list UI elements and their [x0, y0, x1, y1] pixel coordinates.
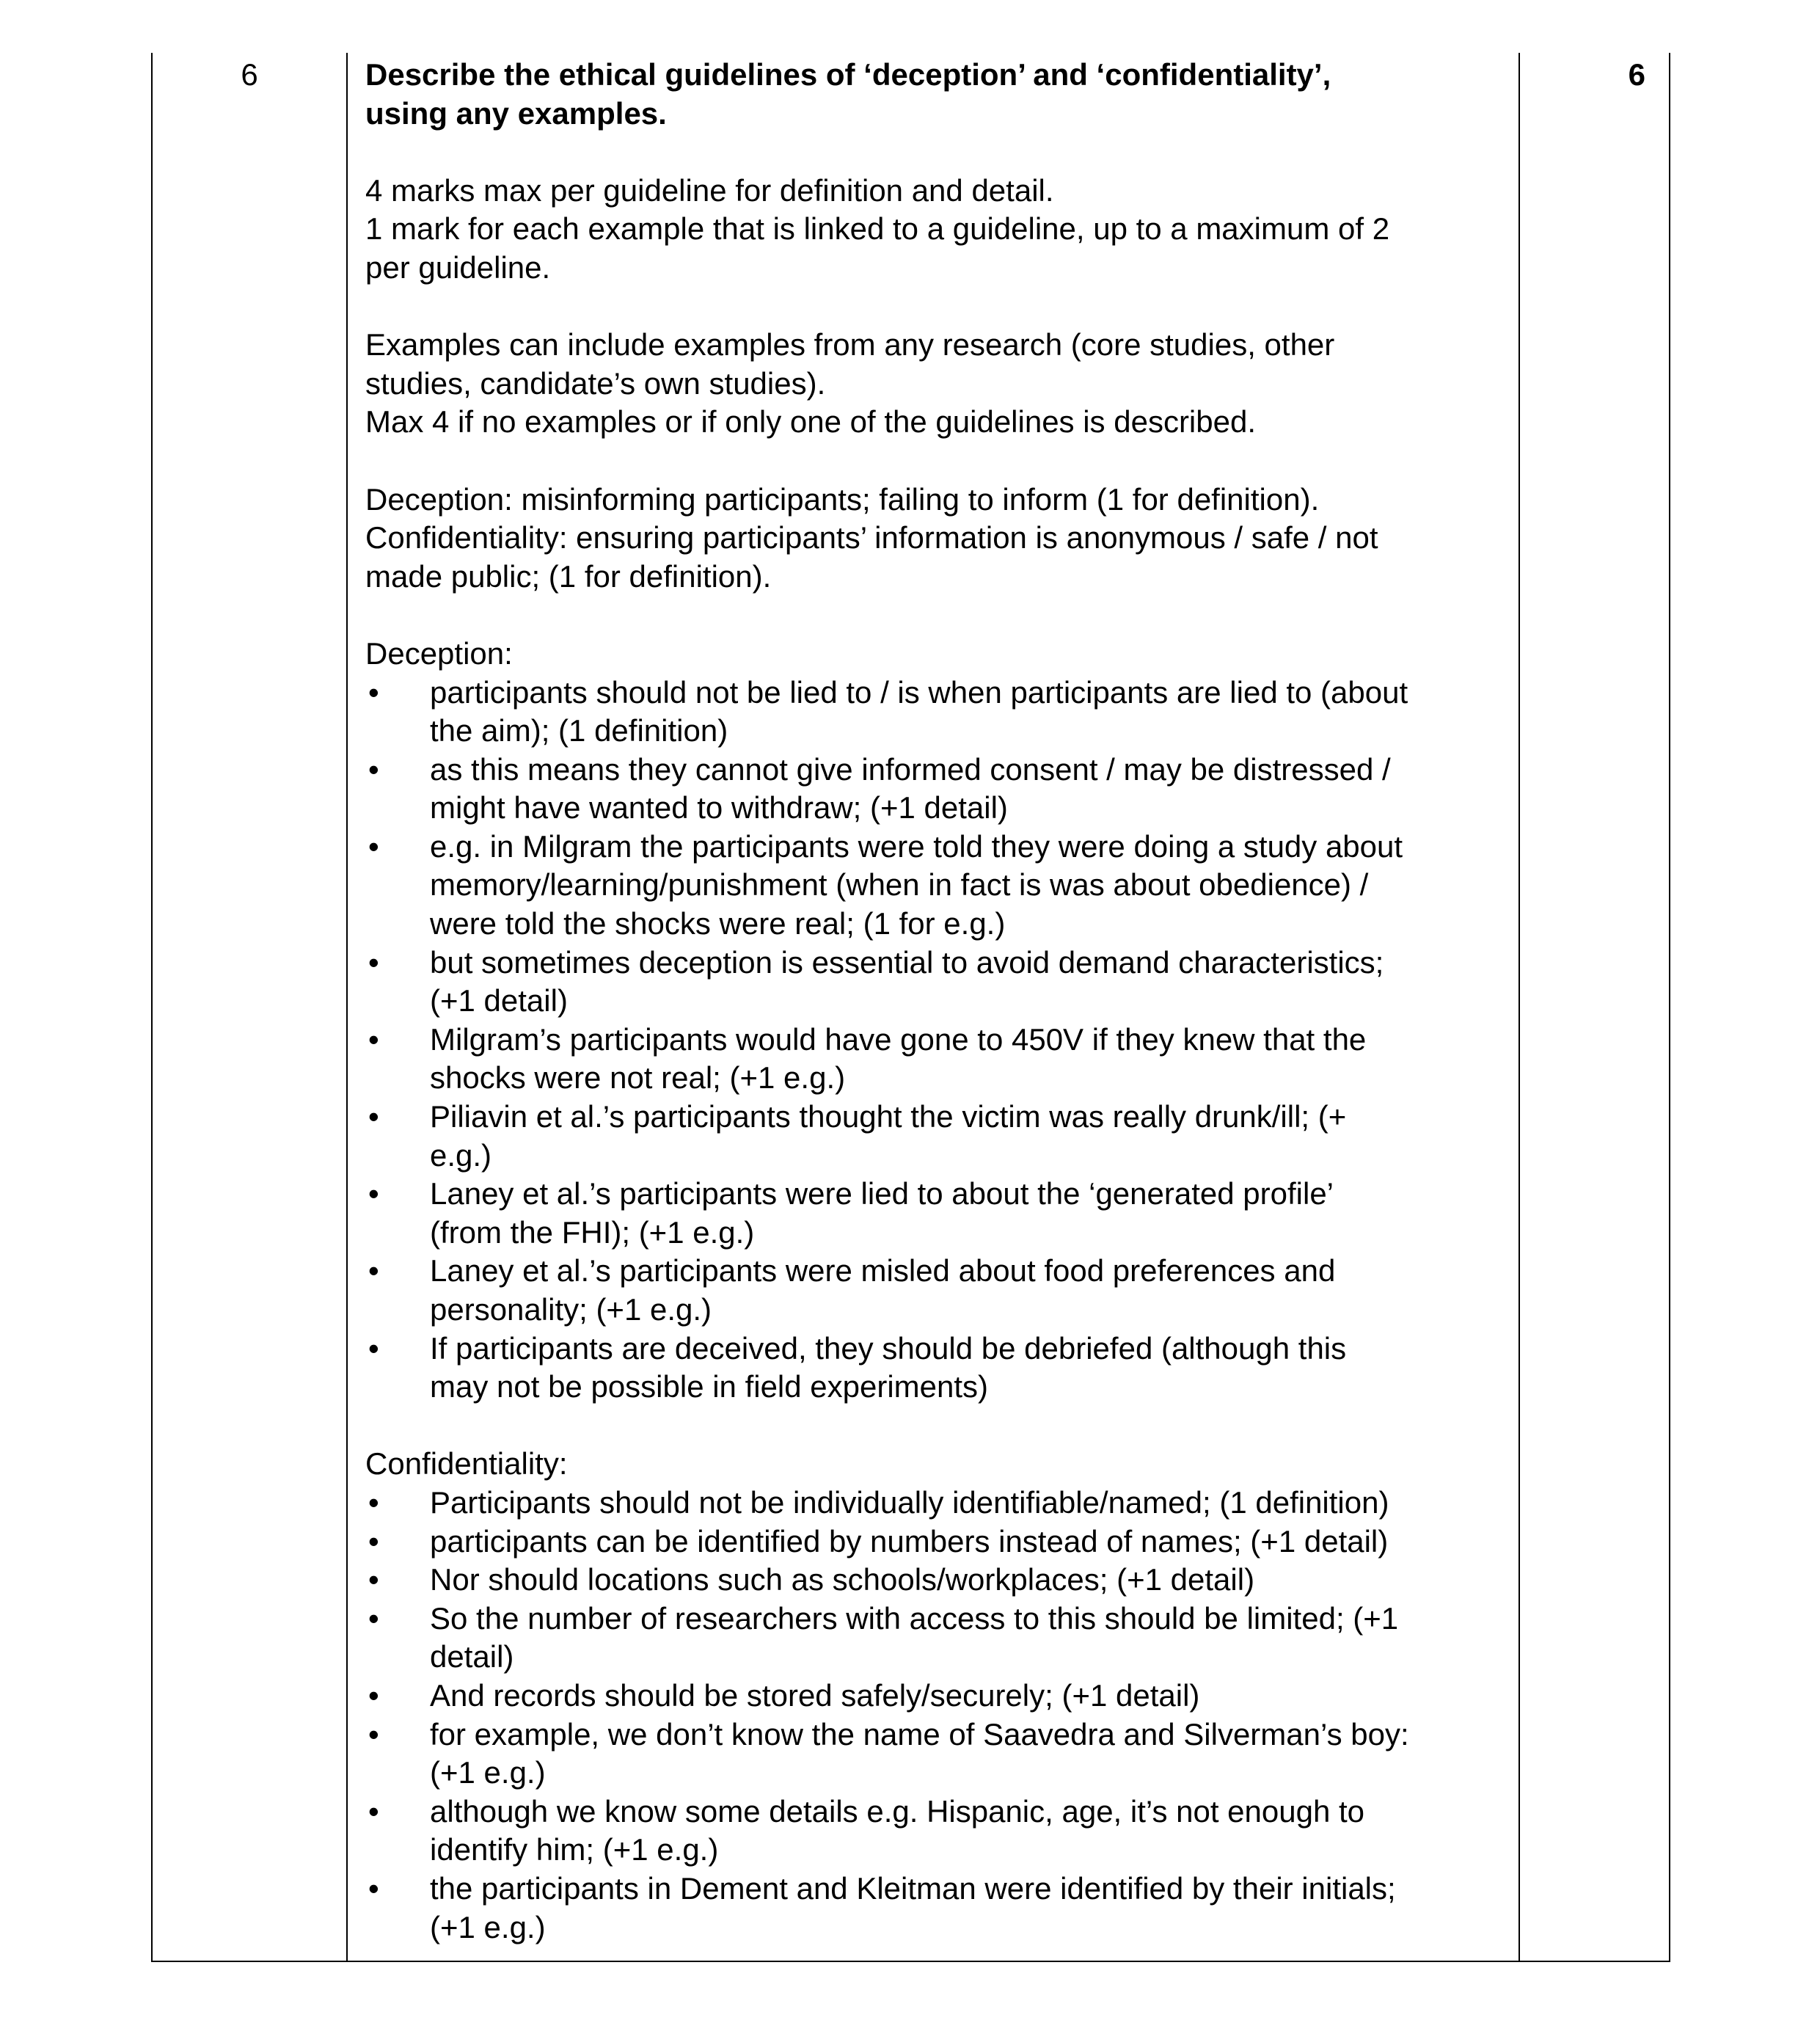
bullet-item — [365, 1561, 1510, 1600]
bullet-line: e.g.) — [430, 1137, 492, 1173]
definitions-guidance — [365, 481, 1510, 597]
confidentiality-heading: Confidentiality: — [365, 1446, 568, 1481]
examples-guidance — [365, 326, 1510, 442]
bullet-icon: • — [368, 1484, 379, 1520]
bullet-line: for example, we don’t know the name of Saavedra and Silverman’s boy: — [430, 1716, 1409, 1752]
bullet-item — [365, 1021, 1510, 1098]
guidance-line: made public; (1 for definition). — [365, 558, 772, 594]
bullet-icon: • — [368, 1793, 379, 1829]
deception-list — [365, 674, 1510, 1407]
bullet-icon: • — [368, 1330, 379, 1366]
bullet-line: Nor should locations such as schools/workplaces; (+1 detail) — [430, 1562, 1255, 1597]
bullet-line: shocks were not real; (+1 e.g.) — [430, 1060, 846, 1096]
mark-scheme-table — [151, 53, 1670, 1962]
bullet-line: (+1 detail) — [430, 983, 568, 1018]
question-number: 6 — [241, 57, 258, 92]
bullet-item — [365, 1600, 1510, 1677]
column-divider-right — [1519, 53, 1520, 1961]
bullet-line: memory/learning/punishment (when in fact is was about obedience) / — [430, 867, 1369, 903]
bullet-item — [365, 1677, 1510, 1716]
guidance-line: Examples can include examples from any research (core studies, other — [365, 327, 1335, 362]
bullet-item — [365, 751, 1510, 828]
bullet-icon: • — [368, 1600, 379, 1636]
bullet-line: (from the FHI); (+1 e.g.) — [430, 1214, 755, 1250]
bullet-item — [365, 1330, 1510, 1407]
bullet-item — [365, 828, 1510, 944]
bullet-item — [365, 1870, 1510, 1947]
guidance-line: Max 4 if no examples or if only one of the guidelines is described. — [365, 404, 1257, 440]
bullet-item — [365, 1252, 1510, 1329]
bullet-line: And records should be stored safely/securely; (+1 detail) — [430, 1677, 1200, 1713]
bullet-line: identify him; (+1 e.g.) — [430, 1832, 719, 1867]
guidance-line: 1 mark for each example that is linked to a guideline, up to a maximum of 2 — [365, 211, 1390, 247]
bullet-line: were told the shocks were real; (1 for e.g.) — [430, 906, 1006, 941]
bullet-line: detail) — [430, 1639, 514, 1674]
marking-guidance — [365, 172, 1510, 288]
bullet-item — [365, 1098, 1510, 1175]
column-divider-left — [346, 53, 348, 1961]
bullet-icon: • — [368, 1253, 379, 1288]
bullet-icon: • — [368, 828, 379, 864]
bullet-line: Participants should not be individually identifiable/named; (1 definition) — [430, 1484, 1389, 1520]
question-text — [365, 56, 1510, 133]
bullet-item — [365, 1484, 1510, 1523]
deception-heading: Deception: — [365, 635, 513, 671]
bullet-line: although we know some details e.g. Hispanic, age, it’s not enough to — [430, 1793, 1365, 1829]
bullet-item — [365, 1716, 1510, 1793]
bullet-icon: • — [368, 674, 379, 710]
guidance-line: per guideline. — [365, 249, 551, 285]
bullet-line: the participants in Dement and Kleitman were identified by their initials; — [430, 1870, 1396, 1906]
bullet-icon: • — [368, 1176, 379, 1211]
bullet-icon: • — [368, 1716, 379, 1752]
bullet-icon: • — [368, 1677, 379, 1713]
bullet-item — [365, 1175, 1510, 1252]
guidance-line: Deception: misinforming participants; failing to inform (1 for definition). — [365, 481, 1320, 517]
bullet-line: participants can be identified by numbers instead of names; (+1 detail) — [430, 1523, 1389, 1559]
bullet-item — [365, 674, 1510, 751]
deception-section — [365, 635, 1510, 1407]
bullet-line: the aim); (1 definition) — [430, 713, 728, 748]
bullet-line: personality; (+1 e.g.) — [430, 1292, 712, 1327]
bullet-line: participants should not be lied to / is when participants are lied to (about — [430, 674, 1408, 710]
guidance-line: studies, candidate’s own studies). — [365, 365, 826, 401]
bullet-line: but sometimes deception is essential to avoid demand characteristics; — [430, 944, 1384, 980]
bullet-line: (+1 e.g.) — [430, 1909, 546, 1944]
answer-cell — [365, 56, 1510, 1947]
question-text-line: Describe the ethical guidelines of ‘deception’ and ‘confidentiality’, — [365, 57, 1331, 92]
bullet-line: Piliavin et al.’s participants thought the victim was really drunk/ill; (+ — [430, 1099, 1347, 1134]
bullet-line: may not be possible in field experiments) — [430, 1369, 989, 1404]
bullet-line: Milgram’s participants would have gone to 450V if they knew that the — [430, 1021, 1367, 1057]
bullet-line: Laney et al.’s participants were misled about food preferences and — [430, 1253, 1336, 1288]
bullet-line: So the number of researchers with access to this should be limited; (+1 — [430, 1600, 1399, 1636]
bullet-item — [365, 1793, 1510, 1870]
bullet-icon: • — [368, 1099, 379, 1134]
bullet-item — [365, 944, 1510, 1021]
bullet-line: e.g. in Milgram the participants were told they were doing a study about — [430, 828, 1403, 864]
bullet-icon: • — [368, 751, 379, 787]
confidentiality-section — [365, 1445, 1510, 1947]
bullet-item — [365, 1523, 1510, 1561]
question-text-line: using any examples. — [365, 95, 667, 131]
confidentiality-list — [365, 1484, 1510, 1947]
bullet-icon: • — [368, 1870, 379, 1906]
bullet-line: (+1 e.g.) — [430, 1755, 546, 1790]
bullet-icon: • — [368, 1021, 379, 1057]
bullet-line: might have wanted to withdraw; (+1 detail) — [430, 790, 1008, 825]
guidance-line: Confidentiality: ensuring participants’ information is anonymous / safe / not — [365, 520, 1378, 555]
bullet-line: Laney et al.’s participants were lied to about the ‘generated profile’ — [430, 1176, 1334, 1211]
guidance-line: 4 marks max per guideline for definition and detail. — [365, 172, 1054, 208]
bullet-line: If participants are deceived, they should be debriefed (although this — [430, 1330, 1347, 1366]
bullet-icon: • — [368, 1562, 379, 1597]
bullet-line: as this means they cannot give informed consent / may be distressed / — [430, 751, 1391, 787]
marks-value: 6 — [1628, 57, 1645, 92]
bullet-icon: • — [368, 1523, 379, 1559]
bullet-icon: • — [368, 944, 379, 980]
